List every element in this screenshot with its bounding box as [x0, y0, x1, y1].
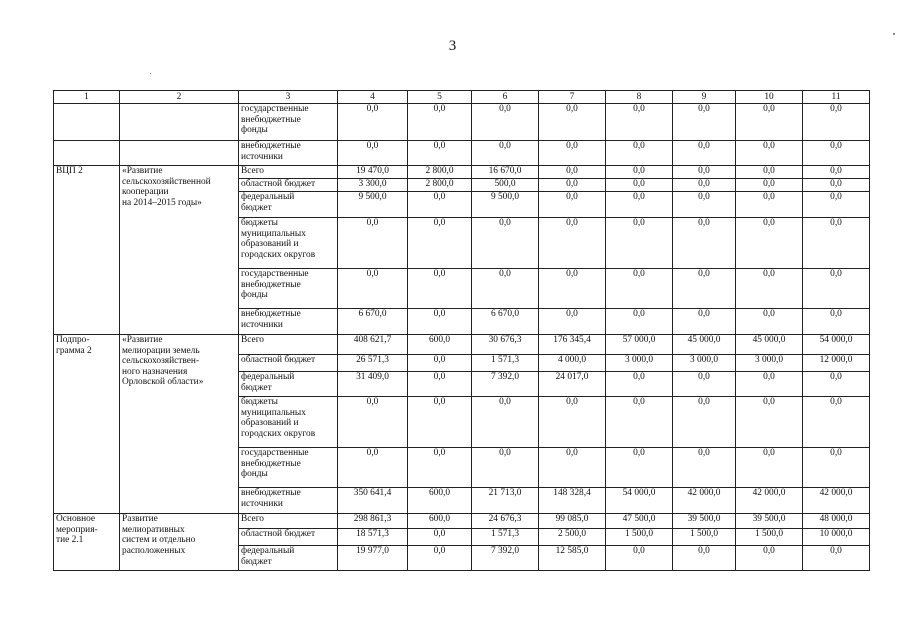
value-cell: 0,0 — [673, 141, 736, 166]
table-body — [54, 104, 870, 571]
value-cell: 6 670,0 — [472, 309, 539, 335]
value-cell: 500,0 — [472, 179, 539, 192]
value-cell: 0,0 — [408, 104, 472, 141]
text-line: сельскохозяйствен- — [122, 356, 200, 367]
value-cell: 12 000,0 — [803, 355, 870, 372]
value-cell: 3 000,0 — [606, 355, 673, 372]
value-cell: 0,0 — [338, 448, 408, 488]
text-line: на 2014–2015 годы» — [122, 197, 202, 208]
value-cell: 0,0 — [803, 546, 870, 571]
value-cell: 0,0 — [408, 448, 472, 488]
text-line: источники — [241, 498, 283, 509]
table-row — [54, 166, 870, 179]
value-cell: 0,0 — [539, 192, 606, 218]
text-line: мелиоративных — [122, 524, 185, 535]
text-line: грамма 2 — [56, 345, 92, 356]
value-cell: 0,0 — [803, 104, 870, 141]
text-line: Основное — [56, 514, 96, 524]
text-line: муниципальных — [241, 407, 306, 418]
text-line: государственные — [241, 448, 309, 458]
value-cell: 0,0 — [803, 192, 870, 218]
column-number-cell: 4 — [338, 91, 408, 104]
text-line: внебюджетные — [241, 309, 301, 319]
text-line: мелиорации земель — [122, 345, 200, 356]
budget-table — [53, 90, 870, 571]
value-cell: 26 571,3 — [338, 355, 408, 372]
value-cell: 350 641,4 — [338, 488, 408, 514]
text-line: городских округов — [241, 428, 316, 439]
value-cell: 0,0 — [606, 218, 673, 269]
text-line: Всего — [241, 514, 264, 524]
funding-source-cell — [239, 269, 338, 309]
value-cell: 0,0 — [539, 141, 606, 166]
value-cell: 9 500,0 — [338, 192, 408, 218]
program-code-cell — [54, 514, 120, 571]
value-cell: 42 000,0 — [803, 488, 870, 514]
value-cell: 0,0 — [338, 104, 408, 141]
text-line: образований и — [241, 239, 299, 250]
value-cell: 0,0 — [803, 166, 870, 179]
text-line: фонды — [241, 469, 268, 480]
text-line: ВЦП 2 — [56, 166, 83, 176]
column-number-row — [54, 91, 870, 104]
value-cell: 99 085,0 — [539, 514, 606, 529]
program-code-cell — [54, 335, 120, 514]
text-line: источники — [241, 319, 283, 330]
value-cell: 0,0 — [736, 104, 803, 141]
code-cell — [54, 141, 120, 166]
value-cell: 0,0 — [736, 372, 803, 397]
text-line: Орловской области» — [122, 377, 204, 388]
value-cell: 0,0 — [736, 166, 803, 179]
text-line: областной бюджет — [241, 355, 316, 365]
text-line: бюджеты — [241, 397, 278, 407]
text-line: областной бюджет — [241, 179, 316, 189]
value-cell: 0,0 — [338, 397, 408, 448]
column-number-cell: 2 — [120, 91, 239, 104]
text-line: бюджет — [241, 556, 272, 567]
text-line: муниципальных — [241, 228, 306, 239]
value-cell: 0,0 — [803, 218, 870, 269]
value-cell: 176 345,4 — [539, 335, 606, 355]
value-cell: 6 670,0 — [338, 309, 408, 335]
value-cell: 7 392,0 — [472, 546, 539, 571]
value-cell: 39 500,0 — [673, 514, 736, 529]
value-cell: 0,0 — [408, 397, 472, 448]
value-cell: 21 713,0 — [472, 488, 539, 514]
value-cell: 0,0 — [673, 179, 736, 192]
column-number-cell: 11 — [803, 91, 870, 104]
value-cell: 0,0 — [673, 448, 736, 488]
value-cell: 0,0 — [606, 372, 673, 397]
funding-source-cell — [239, 166, 338, 179]
funding-source-cell — [239, 372, 338, 397]
column-number-cell: 5 — [408, 91, 472, 104]
text-line: бюджеты — [241, 218, 278, 228]
value-cell: 600,0 — [408, 514, 472, 529]
value-cell: 600,0 — [408, 488, 472, 514]
table-row — [54, 335, 870, 355]
column-number-cell: 7 — [539, 91, 606, 104]
value-cell: 0,0 — [338, 141, 408, 166]
value-cell: 45 000,0 — [673, 335, 736, 355]
value-cell: 4 000,0 — [539, 355, 606, 372]
value-cell: 3 300,0 — [338, 179, 408, 192]
value-cell: 0,0 — [539, 218, 606, 269]
value-cell: 0,0 — [472, 218, 539, 269]
text-line: источники — [241, 151, 283, 162]
text-line: Развитие — [122, 514, 158, 524]
value-cell: 7 392,0 — [472, 372, 539, 397]
value-cell: 148 328,4 — [539, 488, 606, 514]
value-cell: 0,0 — [736, 218, 803, 269]
value-cell: 0,0 — [606, 397, 673, 448]
text-line: фонды — [241, 290, 268, 301]
scan-speck — [893, 33, 895, 35]
value-cell: 408 621,7 — [338, 335, 408, 355]
value-cell: 0,0 — [408, 218, 472, 269]
value-cell: 0,0 — [673, 372, 736, 397]
value-cell: 0,0 — [736, 397, 803, 448]
text-line: «Развитие — [122, 166, 163, 176]
value-cell: 600,0 — [408, 335, 472, 355]
value-cell: 19 977,0 — [338, 546, 408, 571]
value-cell: 0,0 — [408, 529, 472, 546]
value-cell: 0,0 — [408, 372, 472, 397]
value-cell: 0,0 — [539, 448, 606, 488]
text-line: федеральный — [241, 546, 295, 556]
program-title-cell — [120, 166, 239, 335]
text-line: внебюджетные — [241, 279, 301, 290]
value-cell: 0,0 — [803, 372, 870, 397]
value-cell: 0,0 — [673, 397, 736, 448]
funding-source-cell — [239, 141, 338, 166]
value-cell: 0,0 — [736, 448, 803, 488]
value-cell: 0,0 — [803, 141, 870, 166]
table-row — [54, 104, 870, 141]
value-cell: 0,0 — [539, 269, 606, 309]
value-cell: 54 000,0 — [606, 488, 673, 514]
value-cell: 1 500,0 — [736, 529, 803, 546]
value-cell: 16 670,0 — [472, 166, 539, 179]
program-code-cell — [54, 166, 120, 335]
value-cell: 1 571,3 — [472, 529, 539, 546]
value-cell: 0,0 — [606, 104, 673, 141]
text-line: Подпро- — [56, 335, 90, 345]
value-cell: 0,0 — [408, 192, 472, 218]
text-line: образований и — [241, 418, 299, 429]
column-number-cell: 9 — [673, 91, 736, 104]
value-cell: 1 500,0 — [673, 529, 736, 546]
measure-name-cell — [120, 141, 239, 166]
column-number-cell: 8 — [606, 91, 673, 104]
value-cell: 0,0 — [736, 141, 803, 166]
program-title-cell — [120, 514, 239, 571]
funding-source-cell — [239, 546, 338, 571]
text-line: областной бюджет — [241, 529, 316, 539]
value-cell: 0,0 — [803, 269, 870, 309]
funding-source-cell — [239, 514, 338, 529]
value-cell: 0,0 — [472, 104, 539, 141]
value-cell: 0,0 — [408, 141, 472, 166]
value-cell: 0,0 — [338, 218, 408, 269]
value-cell: 0,0 — [673, 269, 736, 309]
value-cell: 3 000,0 — [736, 355, 803, 372]
text-line: бюджет — [241, 202, 272, 213]
value-cell: 48 000,0 — [803, 514, 870, 529]
funding-source-cell — [239, 488, 338, 514]
funding-source-cell — [239, 529, 338, 546]
table-row — [54, 141, 870, 166]
value-cell: 0,0 — [673, 192, 736, 218]
value-cell: 2 500,0 — [539, 529, 606, 546]
value-cell: 0,0 — [539, 397, 606, 448]
text-line: федеральный — [241, 372, 295, 382]
funding-source-cell — [239, 355, 338, 372]
value-cell: 0,0 — [736, 269, 803, 309]
value-cell: 0,0 — [673, 166, 736, 179]
value-cell: 0,0 — [606, 179, 673, 192]
text-line: государственные — [241, 104, 309, 114]
funding-source-cell — [239, 104, 338, 141]
text-line: федеральный — [241, 192, 295, 202]
value-cell: 57 000,0 — [606, 335, 673, 355]
value-cell: 42 000,0 — [673, 488, 736, 514]
code-cell — [54, 104, 120, 141]
value-cell: 0,0 — [408, 355, 472, 372]
funding-source-cell — [239, 218, 338, 269]
text-line: бюджет — [241, 382, 272, 393]
value-cell: 24 676,3 — [472, 514, 539, 529]
value-cell: 0,0 — [673, 309, 736, 335]
column-number-cell: 6 — [472, 91, 539, 104]
column-number-cell: 10 — [736, 91, 803, 104]
value-cell: 2 800,0 — [408, 179, 472, 192]
value-cell: 0,0 — [606, 141, 673, 166]
value-cell: 0,0 — [539, 166, 606, 179]
value-cell: 2 800,0 — [408, 166, 472, 179]
text-line: тие 2.1 — [56, 535, 84, 546]
value-cell: 1 500,0 — [606, 529, 673, 546]
text-line: ного назначения — [122, 366, 188, 377]
value-cell: 0,0 — [472, 141, 539, 166]
funding-source-cell — [239, 448, 338, 488]
value-cell: 31 409,0 — [338, 372, 408, 397]
funding-source-cell — [239, 335, 338, 355]
value-cell: 9 500,0 — [472, 192, 539, 218]
value-cell: 0,0 — [803, 179, 870, 192]
value-cell: 24 017,0 — [539, 372, 606, 397]
value-cell: 0,0 — [736, 546, 803, 571]
funding-source-cell — [239, 179, 338, 192]
text-line: Всего — [241, 335, 264, 345]
text-line: городских округов — [241, 249, 316, 260]
value-cell: 298 861,3 — [338, 514, 408, 529]
value-cell: 39 500,0 — [736, 514, 803, 529]
value-cell: 18 571,3 — [338, 529, 408, 546]
value-cell: 42 000,0 — [736, 488, 803, 514]
value-cell: 0,0 — [673, 104, 736, 141]
value-cell: 0,0 — [472, 269, 539, 309]
value-cell: 0,0 — [606, 448, 673, 488]
value-cell: 0,0 — [606, 546, 673, 571]
value-cell: 1 571,3 — [472, 355, 539, 372]
text-line: «Развитие — [122, 335, 163, 345]
value-cell: 0,0 — [736, 309, 803, 335]
value-cell: 47 500,0 — [606, 514, 673, 529]
value-cell: 0,0 — [606, 192, 673, 218]
text-line: внебюджетные — [241, 114, 301, 125]
funding-source-cell — [239, 309, 338, 335]
scan-speck — [150, 73, 151, 74]
value-cell: 0,0 — [472, 397, 539, 448]
value-cell: 10 000,0 — [803, 529, 870, 546]
text-line: мероприя- — [56, 524, 98, 535]
value-cell: 3 000,0 — [673, 355, 736, 372]
page-number: 3 — [448, 38, 457, 54]
text-line: внебюджетные — [241, 458, 301, 469]
value-cell: 0,0 — [606, 269, 673, 309]
value-cell: 0,0 — [736, 179, 803, 192]
text-line: систем и отдельно — [122, 535, 196, 546]
value-cell: 0,0 — [606, 309, 673, 335]
value-cell: 0,0 — [673, 546, 736, 571]
value-cell: 0,0 — [606, 166, 673, 179]
value-cell: 0,0 — [803, 309, 870, 335]
table-row — [54, 514, 870, 529]
text-line: внебюджетные — [241, 488, 301, 498]
value-cell: 0,0 — [673, 218, 736, 269]
column-number-cell: 1 — [54, 91, 120, 104]
value-cell: 0,0 — [408, 546, 472, 571]
value-cell: 0,0 — [736, 192, 803, 218]
program-title-cell — [120, 335, 239, 514]
value-cell: 12 585,0 — [539, 546, 606, 571]
funding-source-cell — [239, 192, 338, 218]
value-cell: 0,0 — [539, 104, 606, 141]
column-number-cell: 3 — [239, 91, 338, 104]
value-cell: 45 000,0 — [736, 335, 803, 355]
text-line: внебюджетные — [241, 141, 301, 151]
text-line: фонды — [241, 125, 268, 136]
budget-table-container — [53, 90, 869, 571]
value-cell: 0,0 — [338, 269, 408, 309]
text-line: государственные — [241, 269, 309, 279]
value-cell: 19 470,0 — [338, 166, 408, 179]
value-cell: 0,0 — [803, 448, 870, 488]
value-cell: 54 000,0 — [803, 335, 870, 355]
text-line: кооперации — [122, 187, 169, 198]
text-line: Всего — [241, 166, 264, 176]
value-cell: 0,0 — [539, 309, 606, 335]
measure-name-cell — [120, 104, 239, 141]
value-cell: 0,0 — [539, 179, 606, 192]
value-cell: 0,0 — [472, 448, 539, 488]
text-line: сельскохозяйственной — [122, 176, 211, 187]
value-cell: 0,0 — [408, 309, 472, 335]
funding-source-cell — [239, 397, 338, 448]
value-cell: 0,0 — [803, 397, 870, 448]
value-cell: 30 676,3 — [472, 335, 539, 355]
text-line: расположенных — [122, 545, 186, 556]
value-cell: 0,0 — [408, 269, 472, 309]
